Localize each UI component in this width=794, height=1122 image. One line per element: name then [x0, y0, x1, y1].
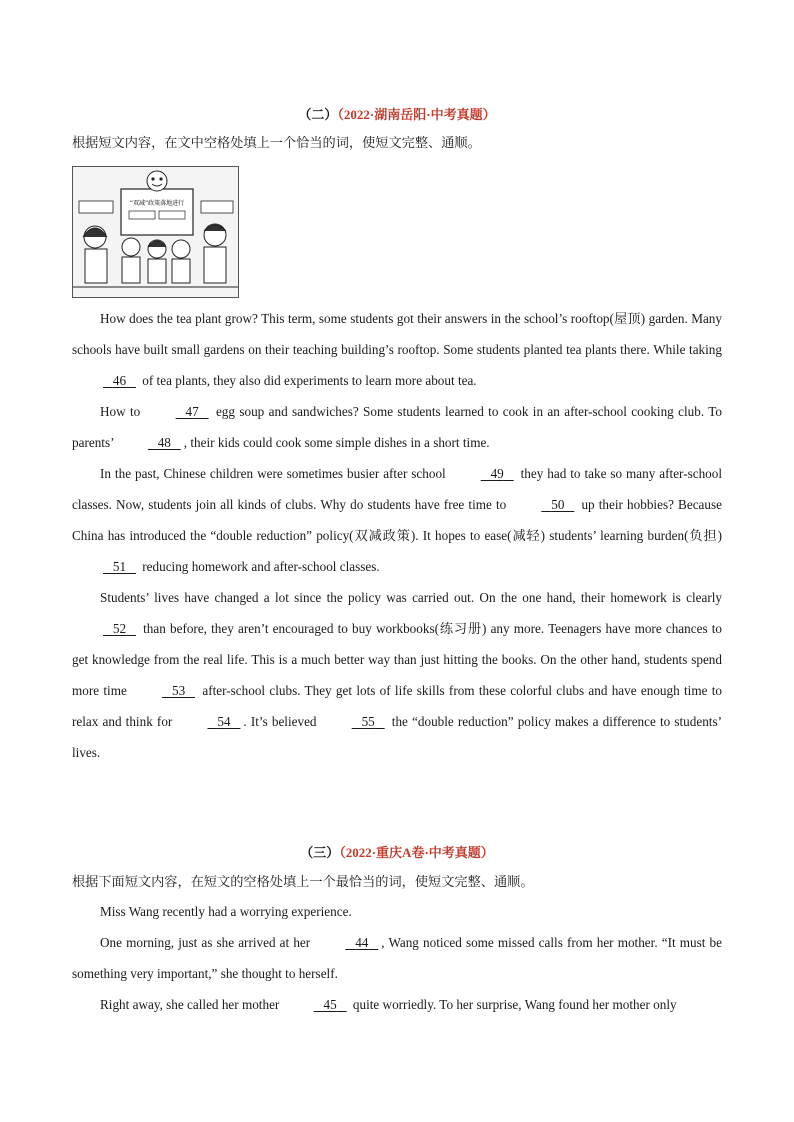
passage-paragraph — [72, 458, 722, 582]
answer-blank-49[interactable]: 49 — [490, 466, 504, 481]
section2-source: （2022·湖南岳阳·中考真题） — [337, 107, 496, 122]
answer-blank-50[interactable]: 50 — [551, 497, 565, 512]
passage-text: than before, they aren’t encouraged to buy workbooks(练习册) any more. Teenagers have more chances to get knowledge from the real life. This is a much better way than just hitting the books. On the other hand, students spend more time — [72, 621, 722, 698]
passage-paragraph — [72, 989, 722, 1020]
section2-title — [0, 104, 794, 123]
passage-text: , Wang noticed some missed calls from her mother. “It must be something very important,” she thought to herself. — [72, 935, 722, 981]
answer-blank-44[interactable]: 44 — [355, 935, 369, 950]
answer-blank-45[interactable]: 45 — [323, 997, 337, 1012]
answer-blank-51[interactable]: 51 — [112, 559, 127, 574]
passage-text: How does the tea plant grow? This term, some students got their answers in the school’s rooftop(屋顶) garden. Many schools have built small gardens on their teaching building’s rooftop. Some students planted tea plants there. While taking — [72, 311, 722, 357]
passage-text: after-school clubs. They get lots of life skills from these colorful clubs and have enough time to relax and think for — [72, 683, 722, 729]
passage-text: egg soup and sandwiches? Some students learned to cook in an after-school cooking club. To parents’ — [72, 404, 722, 450]
answer-blank-53[interactable]: 53 — [172, 683, 186, 698]
answer-blank-48[interactable]: 48 — [157, 435, 171, 450]
answer-blank-52[interactable]: 52 — [112, 621, 127, 636]
section3-instruction: 根据下面短文内容，在短文的空格处填上一个最恰当的词，使短文完整、通顺。 — [72, 874, 534, 889]
answer-blank-47[interactable]: 47 — [185, 404, 199, 419]
passage-text: Miss Wang recently had a worrying experience. — [100, 904, 352, 919]
passage-text: up their hobbies? Because China has introduced the “double reduction” policy(双减政策). It hopes to ease(减轻) students’ learning burden(负担) — [72, 497, 722, 543]
passage-text: . It’s believed — [243, 714, 321, 729]
section3-title — [0, 842, 794, 861]
section3-passage — [72, 896, 722, 1020]
section3-source: （2022·重庆A卷·中考真题） — [339, 845, 494, 860]
passage-paragraph — [72, 582, 722, 768]
section2-number: （二） — [298, 107, 338, 122]
section3-number: （三） — [300, 845, 340, 860]
passage-paragraph — [72, 927, 722, 989]
answer-blank-54[interactable]: 54 — [217, 714, 231, 729]
passage-text: Students’ lives have changed a lot since the policy was carried out. On the one hand, their homework is clearly — [100, 590, 722, 605]
passage-paragraph — [72, 303, 722, 396]
passage-paragraph — [72, 396, 722, 458]
passage-text: One morning, just as she arrived at her — [100, 935, 315, 950]
passage-text: the “double reduction” policy makes a difference to students’ lives. — [72, 714, 722, 760]
passage-paragraph — [72, 896, 722, 927]
passage-text: of tea plants, they also did experiments to learn more about tea. — [138, 373, 477, 388]
answer-blank-46[interactable]: 46 — [112, 373, 127, 388]
answer-blank-55[interactable]: 55 — [361, 714, 375, 729]
passage-text: Right away, she called her mother — [100, 997, 283, 1012]
passage-text: In the past, Chinese children were sometimes busier after school — [100, 466, 450, 481]
passage-text: quite worriedly. To her surprise, Wang found her mother only — [349, 997, 677, 1012]
passage-text: How to — [100, 404, 145, 419]
cartoon-image — [73, 167, 238, 297]
svg-text:“双减”政策落地进行: “双减”政策落地进行 — [129, 200, 185, 207]
section2-passage — [72, 303, 722, 768]
cartoon-illustration — [72, 166, 239, 298]
passage-text: , their kids could cook some simple dishes in a short time. — [183, 435, 490, 450]
passage-text: reducing homework and after-school classes. — [138, 559, 380, 574]
section2-instruction: 根据短文内容，在文中空格处填上一个恰当的词，使短文完整、通顺。 — [72, 135, 481, 150]
passage-text: they had to take so many after-school classes. Now, students join all kinds of clubs. Why do students have free time to — [72, 466, 723, 512]
